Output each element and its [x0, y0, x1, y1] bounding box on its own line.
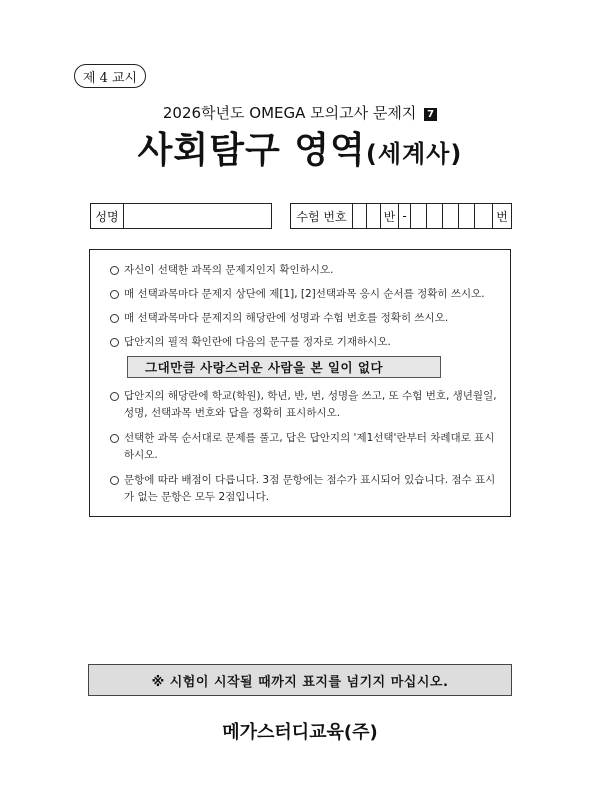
name-field [90, 203, 272, 229]
publisher-name: 메가스터디교육(주) [222, 722, 378, 743]
instruction-item: 문항에 따라 배점이 다릅니다. 3점 문항에는 점수가 표시되어 있습니다. 점수 표시가 없는 문항은 모두 2점입니다. [110, 472, 500, 506]
title-main: 사회탐구 영역 [137, 130, 366, 171]
circle-bullet-icon [110, 434, 119, 443]
exam-number-label: 수험 번호 [291, 204, 353, 228]
number-digit-box-4[interactable] [459, 204, 475, 228]
circle-bullet-icon [110, 392, 119, 401]
circle-bullet-icon [110, 314, 119, 323]
name-entry-box[interactable] [124, 204, 271, 228]
number-digit-box-1[interactable] [411, 204, 427, 228]
circle-bullet-icon [110, 290, 119, 299]
instruction-item: 매 선택과목마다 문제지의 해당란에 성명과 수험 번호를 정확히 쓰시오. [110, 310, 500, 327]
class-label: 반 [381, 204, 399, 228]
number-digit-box-3[interactable] [443, 204, 459, 228]
instruction-item: 선택한 과목 순서대로 문제를 풀고, 답은 답안지의 '제1선택'란부터 차례대로 표시하시오. [110, 430, 500, 464]
do-not-turn-warning: ※ 시험이 시작될 때까지 표지를 넘기지 마십시오. [88, 664, 512, 696]
instruction-item: 답안지의 해당란에 학교(학원), 학년, 반, 번, 성명을 쓰고, 또 수험 번호, 생년월일, 성명, 선택과목 번호와 답을 정확히 표시하시오. [110, 388, 500, 422]
instruction-item: 답안지의 필적 확인란에 다음의 문구를 정자로 기재하시오. [110, 334, 500, 351]
dash-separator: - [399, 204, 411, 228]
number-digit-box-5[interactable] [475, 204, 493, 228]
exam-subtitle [0, 104, 600, 122]
circle-bullet-icon [110, 266, 119, 275]
name-label: 성명 [91, 204, 124, 228]
circle-bullet-icon [110, 476, 119, 485]
exam-number-field [290, 203, 512, 229]
subtitle-text: 2026학년도 OMEGA 모의고사 문제지 [162, 104, 417, 122]
title-subject: (세계사) [365, 140, 463, 168]
instructions-box [89, 249, 511, 517]
circle-bullet-icon [110, 338, 119, 347]
instruction-item: 자신이 선택한 과목의 문제지인지 확인하시오. [110, 262, 500, 279]
handwriting-phrase-box: 그대만큼 사랑스러운 사람을 본 일이 없다 [127, 356, 441, 378]
paper-number-badge: 7 [424, 108, 437, 121]
class-digit-box-2[interactable] [367, 204, 381, 228]
class-digit-box-1[interactable] [353, 204, 367, 228]
page-title [0, 126, 600, 179]
number-label: 번 [496, 209, 508, 224]
session-label: 제 4 교시 [74, 64, 146, 88]
number-digit-box-2[interactable] [427, 204, 443, 228]
instruction-item: 매 선택과목마다 문제지 상단에 제[1], [2]선택과목 응시 순서를 정확히 쓰시오. [110, 286, 500, 303]
